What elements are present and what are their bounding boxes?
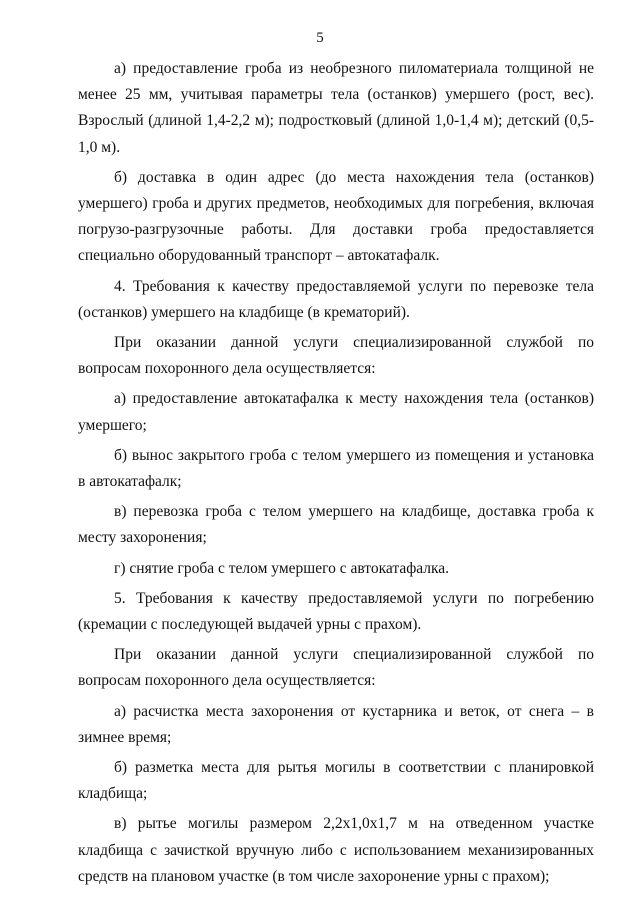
paragraph-coffin-delivery: б) доставка в один адрес (до места нахождения тела (останков) умершего) гроба и других предметов, необходимых для погребения, включая погрузо-разгрузочные работы. Для доставки гроба предоставляется специально оборудованный транспорт – автокатафалк. bbox=[78, 168, 594, 265]
paragraph-section-4-heading: 4. Требования к качеству предоставляемой услуги по перевозке тела (останков) умершего на кладбище (в крематорий). bbox=[78, 277, 594, 321]
paragraph-section-5-intro: При оказании данной услуги специализированной службой по вопросам похоронного дела осуществляется: bbox=[78, 646, 594, 690]
paragraph-coffin-removal: г) снятие гроба с телом умершего с автокатафалка. bbox=[114, 559, 450, 577]
paragraph-grave-marking: б) разметка места для рытья могилы в соответствии с планировкой кладбища; bbox=[78, 759, 594, 803]
page-number: 5 bbox=[316, 30, 324, 46]
paragraph-site-clearing: а) расчистка места захоронения от кустарника и веток, от снега – в зимнее время; bbox=[78, 702, 594, 746]
paragraph-hearse-provision: а) предоставление автокатафалка к месту нахождения тела (останков) умершего; bbox=[78, 390, 594, 434]
paragraph-coffin-carry-out: б) вынос закрытого гроба с телом умершего из помещения и установка в автокатафалк; bbox=[78, 446, 594, 491]
paragraph-coffin-provision: а) предоставление гроба из необрезного пиломатериала толщиной не менее 25 мм, учитывая параметры тела (останков) умершего (рост, вес). Взрослый (длиной 1,4-2,2 м); подростковый (длиной 1,0-1,4 м); детский (0,5-1,0 м). bbox=[78, 60, 594, 156]
paragraph-coffin-transport: в) перевозка гроба с телом умершего на кладбище, доставка гроба к месту захоронения; bbox=[78, 503, 594, 547]
paragraph-grave-digging: в) рытье могилы размером 2,2х1,0х1,7 м на отведенном участке кладбища с зачисткой вручную либо с использованием механизированных средств на плановом участке (в том числе захоронение урны с прахом); bbox=[78, 815, 594, 885]
paragraph-section-4-intro: При оказании данной услуги специализированной службой по вопросам похоронного дела осуществляется: bbox=[78, 334, 594, 378]
paragraph-section-5-heading: 5. Требования к качеству предоставляемой услуги по погребению (кремации с последующей выдачей урны с прахом). bbox=[78, 589, 594, 634]
document-body bbox=[78, 56, 594, 894]
